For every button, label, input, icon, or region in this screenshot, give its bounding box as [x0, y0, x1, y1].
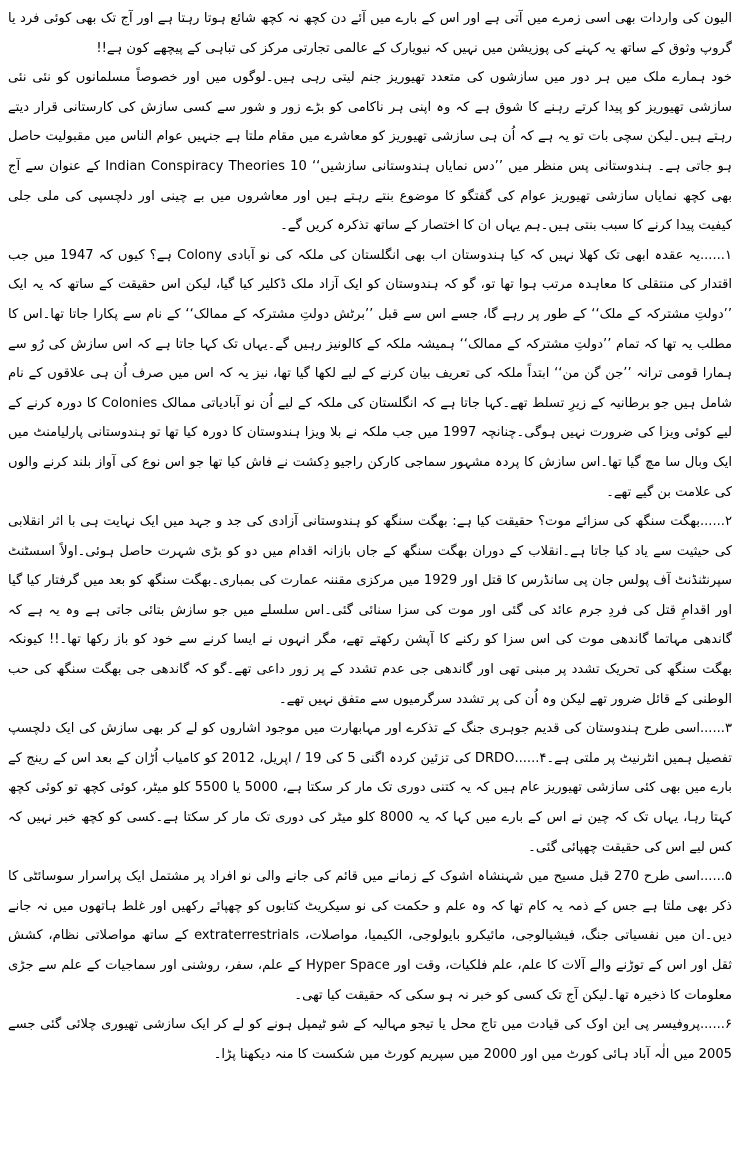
- paragraph-item-5-nine-unknown: ۵......اسی طرح 270 قبل مسیح میں شہنشاہ اشوک کے زمانے میں قائم کی جانے والی نو افراد پر مشتمل ایک پراسرار سوسائٹی کا ذکر بھی ملتا ہے جس کے ذمہ یہ کام تھا کہ وہ علم و حکمت کی نو سیکریٹ کتابوں کو چھپائے رکھیں اور غلط ہاتھوں میں نہ جانے دیں۔ان میں نفسیاتی جنگ، فیشیالوجی، مائیکرو بایولوجی، الکیمیا، مواصلات، extraterrestrials کے ساتھ مواصلاتی نظام، کشش ثقل اور اس کے توڑنے والے آلات کا علم، علم فلکیات، وقت اور Hyper Space کے علم، سفر، روشنی اور سماجیات کے علم سے جڑی معلومات کا ذخیرہ تھا۔لیکن آج تک کسی کو خبر نہ ہو سکی کہ حقیقت کیا تھی۔: [8, 869, 732, 1003]
- paragraph-indian-conspiracies: خود ہمارے ملک میں ہر دور میں سازشوں کی متعدد تھیوریز جنم لیتی رہی ہیں۔لوگوں میں اور خصوصاً مسلمانوں کو نئی نئی سازشی تھیوریز کو پیدا کرتے رہنے کا شوق ہے کہ وہ اپنی ہر ناکامی کو بڑے زور و شور سے کسی سازش کی کارستانی قرار دیتے رہتے ہیں۔لیکن سچی بات تو یہ ہے کہ اُن ہی سازشی تھیوریز کو معاشرے میں مقام ملتا ہے جنہیں عوام الناس میں مقبولیت حاصل ہو جاتی ہے۔ ہندوستانی پس منظر میں ’’دس نمایاں ہندوستانی سازشیں‘‘ 10 Indian Conspiracy Theories کے عنوان سے آج بھی کچھ نمایاں سازشی تھیوریز عوام کی گفتگو کا موضوع بنتے رہتے ہیں اور معاشروں میں بے چینی اور دلچسپی کی ملی جلی کیفیت پیدا کرنے کا سبب بنتی ہیں۔ہم یہاں ان کا اختصار کے ساتھ تذکرہ کریں گے۔: [8, 70, 732, 234]
- paragraph-item-1-colony: ۱......یہ عقدہ ابھی تک کھلا نہیں کہ کیا ہندوستان اب بھی انگلستان کی ملکہ کی نو آبادی Colony ہے؟ کیوں کہ 1947 میں جب اقتدار کی منتقلی کا معاہدہ مرتب ہوا تھا تو، گو کہ ہندوستان کو ایک آزاد ملک ڈکلیر کیا گیا، لیکن اس حقیقت کے ساتھ کہ یہ ایک ’’دولتِ مشترکہ کے ملک‘‘ کے طور پر رہے گا، جسے اس سے قبل ’’برٹش دولتِ مشترکہ کے ممالک‘‘ کے نام سے پکارا جاتا تھا۔اس کا مطلب یہ تھا کہ تمام ’’دولتِ مشترکہ کے ممالک‘‘ ہمیشہ ملکہ کے کالونیز رہیں گے۔یہاں تک کہا جاتا ہے کہ اس سازش کی رُو سے ہمارا قومی ترانہ ’’جن گن من‘‘ ابتداً ملکہ کی تعریف بیان کرنے کے لیے لکھا گیا تھا، نیز یہ کہ اس میں صرف اُن ہی علاقوں کے نام شامل ہیں جو برطانیہ کے زیرِ تسلط تھے۔کہا جاتا ہے کہ انگلستان کی ملکہ کے لیے اُن نو آبادیاتی ممالک Colonies کا دورہ کرنے کے لیے کوئی ویزا کی ضرورت نہیں ہوگی۔چنانچہ 1997 میں جب ملکہ نے بلا ویزا ہندوستان کا دورہ کیا تھا تو ہندوستانی پارلیامنٹ میں ایک وبال سا مچ گیا تھا۔اس سازش کا پردہ مشہور سماجی کارکن راجیو دِکشت نے فاش کیا تھا جو اس نوع کی آواز بلند کرنے والوں کی علامت بن گیے تھے۔: [8, 247, 733, 500]
- paragraph-item-2-bhagat-singh: ۲......بھگت سنگھ کی سزائے موت؟ حقیقت کیا ہے: بھگت سنگھ کو ہندوستانی آزادی کی جد و جہد میں ایک نہایت ہی با اثر انقلابی کی حیثیت سے یاد کیا جاتا ہے۔انقلاب کے دوران بھگت سنگھ کے جاں بازانہ اقدام میں دو کو بڑی شہرت حاصل ہوئی۔اولاً اسسٹنٹ سپرنٹنڈنٹ آف پولس جان پی سانڈرس کا قتل اور 1929 میں مرکزی مقننہ عمارت کی بمباری۔بھگت سنگھ کو بعد میں گرفتار کیا گیا اور اقدامِ قتل کی فردِ جرم عائد کی گئی اور موت کی سزا سنائی گئی۔اس سلسلے میں جو سازش بتائی جاتی ہے وہ یہ ہے کہ گاندھی مہاتما گاندھی موت کی اس سزا کو رکنے کا آپشن رکھتے تھے، مگر انہوں نے ایسا کرنے سے خود کو باز رکھا تھا۔!! کیونکہ بھگت سنگھ کی تحریک تشدد پر مبنی تھی اور گاندھی جی عدم تشدد کے پر زور داعی تھے۔گو کہ گاندھی جی بھگت سنگھ کی حب الوطنی کے قائل ضرور تھے لیکن وہ اُن کی پر تشدد سرگرمیوں سے متفق نہیں تھے۔: [8, 514, 732, 707]
- paragraph-item-6-taj-mahal: ۶......پروفیسر پی این اوک کی قیادت میں تاج محل یا تیجو مہالیہ کے شو ٹیمپل ہونے کو لے کر ایک سازشی تھیوری چلائی گئی جسے 2005 میں الٰہ آباد ہائی کورٹ میں اور 2000 میں سپریم کورٹ میں شکست کا منہ دیکھنا پڑا۔: [8, 1017, 732, 1062]
- paragraph-intro-continuation: الیون کی واردات بھی اسی زمرے میں آتی ہے اور اس کے بارے میں آئے دن کچھ نہ کچھ شائع ہوتا رہتا ہے اور آج تک بھی کوئی فرد یا گروپ وثوق کے ساتھ یہ کہنے کی پوزیشن میں نہیں کہ نیویارک کے عالمی تجارتی مرکز کی تباہی کے پیچھے کون ہے!!: [8, 11, 732, 56]
- paragraph-item-3-4-nuclear-agni: ۳......اسی طرح ہندوستان کی قدیم جوہری جنگ کے تذکرے اور مہابھارت میں موجود اشاروں کو لے کر بھی سازش کی ایک دلچسپ تفصیل ہمیں انٹرنیٹ پر ملتی ہے۔۴......DRDO کی تزئین کردہ اگنی 5 کی 19 / اپریل، 2012 کو کامیاب اُڑان کے بعد اس کے رینج کے بارے میں بھی کئی سازشی تھیوریز عام ہیں کہ یہ کتنی دوری تک مار کر سکتا ہے، 5000 یا 5500 کلو میٹر، کوئی کچھ تو کوئی کچھ کہتا رہا، یہاں تک کہ چین نے اس کے بارے میں کہا کہ یہ 8000 کلو میٹر کی دوری تک مار کر سکتا ہے۔کسی کو کچھ خبر نہیں کہ کس لیے اس کی حقیقت چھپائی گئی۔: [8, 721, 732, 855]
